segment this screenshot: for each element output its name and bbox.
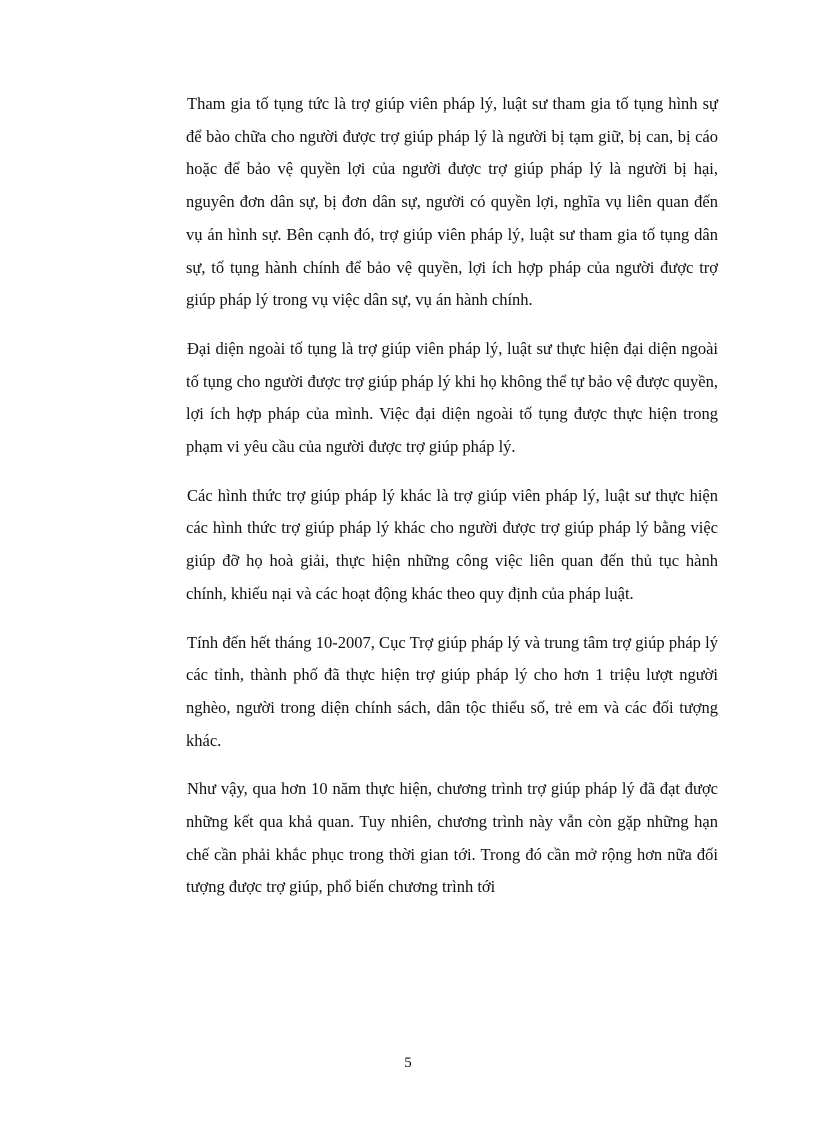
- page-number: 5: [404, 1055, 412, 1071]
- paragraph-statistics-2007: Tính đến hết tháng 10-2007, Cục Trợ giúp pháp lý và trung tâm trợ giúp pháp lý các tỉnh, thành phố đã thực hiện trợ giúp pháp lý cho hơn 1 triệu lượt người nghèo, người trong diện chính sách, dân tộc thiểu số, trẻ em và các đối tượng khác.: [186, 632, 718, 750]
- paragraph-other-legal-aid-forms: Các hình thức trợ giúp pháp lý khác là trợ giúp viên pháp lý, luật sư thực hiện các hình thức trợ giúp pháp lý khác cho người được trợ giúp pháp lý bằng việc giúp đỡ họ hoà giải, thực hiện những công việc liên quan đến thủ tục hành chính, khiếu nại và các hoạt động khác theo quy định của pháp luật.: [186, 485, 718, 603]
- paragraph-out-of-court-representation: Đại diện ngoài tố tụng là trợ giúp viên pháp lý, luật sư thực hiện đại diện ngoài tố tụng cho người được trợ giúp pháp lý khi họ không thể tự bảo vệ được quyền, lợi ích hợp pháp của mình. Việc đại diện ngoài tố tụng được thực hiện trong phạm vi yêu cầu của người được trợ giúp pháp lý.: [186, 338, 718, 457]
- paragraph-litigation-participation: Tham gia tố tụng tức là trợ giúp viên pháp lý, luật sư tham gia tố tụng hình sự để bào chữa cho người được trợ giúp pháp lý là người bị tạm giữ, bị can, bị cáo hoặc để bảo vệ quyền lợi của người được trợ giúp pháp lý là người bị hại, nguyên đơn dân sự, bị đơn dân sự, người có quyền lợi, nghĩa vụ liên quan đến vụ án hình sự. Bên cạnh đó, trợ giúp viên pháp lý, luật sư tham gia tố tụng dân sự, tố tụng hành chính để bảo vệ quyền, lợi ích hợp pháp của người được trợ giúp pháp lý trong vụ việc dân sự, vụ án hành chính.: [186, 94, 718, 310]
- paragraph-conclusion: Như vậy, qua hơn 10 năm thực hiện, chương trình trợ giúp pháp lý đã đạt được những kết qua khả quan. Tuy nhiên, chương trình này vẫn còn gặp những hạn chế cần phải khắc phục trong thời gian tới. Trong đó cần mở rộng hơn nữa đối tượng được trợ giúp, phổ biến chương trình tới: [186, 779, 718, 897]
- body-text: [186, 88, 718, 904]
